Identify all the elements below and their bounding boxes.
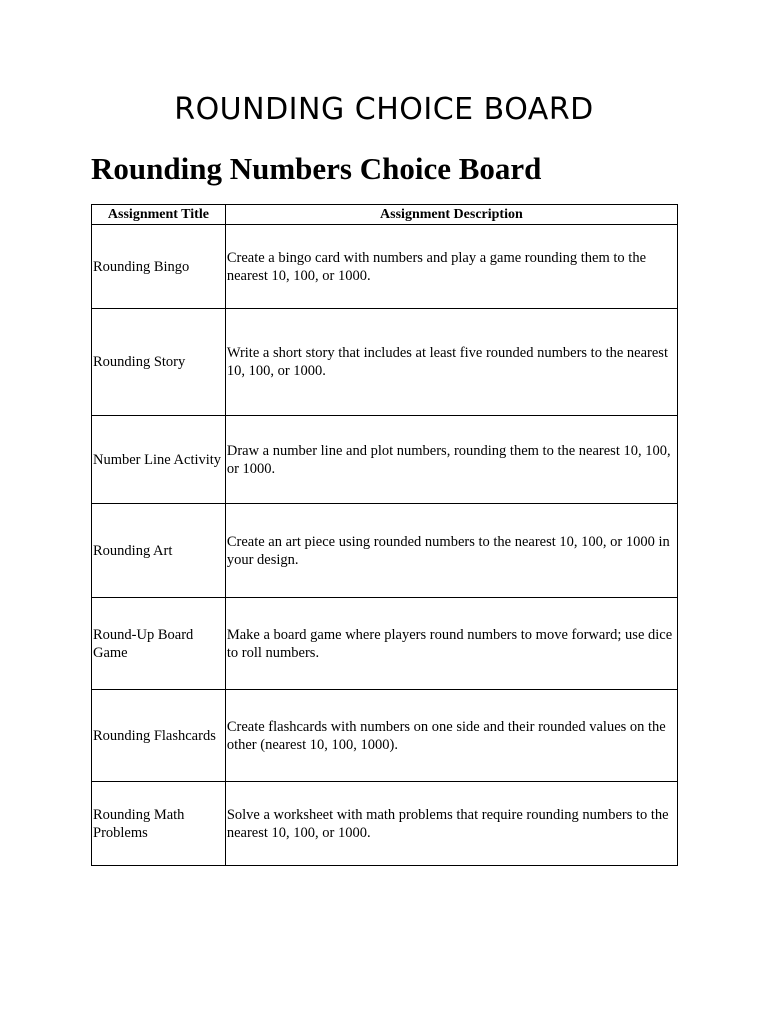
assignment-description-cell: Draw a number line and plot numbers, rounding them to the nearest 10, 100, or 1000. (225, 416, 677, 504)
assignment-description-cell: Create an art piece using rounded numbers to the nearest 10, 100, or 1000 in your design. (225, 504, 677, 598)
assignment-description-cell: Create flashcards with numbers on one side and their rounded values on the other (nearest 10, 100, 1000). (225, 690, 677, 782)
table-header-row (92, 205, 678, 225)
table-row (92, 690, 678, 782)
document-title: Rounding Numbers Choice Board (91, 151, 542, 186)
assignment-title-cell: Rounding Bingo (92, 225, 226, 309)
assignment-description-cell: Create a bingo card with numbers and play a game rounding them to the nearest 10, 100, or 1000. (225, 225, 677, 309)
assignment-description-cell: Solve a worksheet with math problems that require rounding numbers to the nearest 10, 100, or 1000. (225, 782, 677, 866)
assignment-title-cell: Rounding Story (92, 309, 226, 416)
table-row (92, 416, 678, 504)
table-row (92, 225, 678, 309)
choice-board-table (91, 204, 678, 866)
table-row (92, 782, 678, 866)
assignment-title-cell: Rounding Math Problems (92, 782, 226, 866)
assignment-description-cell: Make a board game where players round numbers to move forward; use dice to roll numbers. (225, 598, 677, 690)
assignment-title-cell: Rounding Flashcards (92, 690, 226, 782)
assignment-title-cell: Round-Up Board Game (92, 598, 226, 690)
page-header-title: ROUNDING CHOICE BOARD (174, 92, 594, 127)
column-header-description: Assignment Description (225, 205, 677, 225)
assignment-title-cell: Number Line Activity (92, 416, 226, 504)
assignment-title-cell: Rounding Art (92, 504, 226, 598)
column-header-title: Assignment Title (92, 205, 226, 225)
table-row (92, 309, 678, 416)
table-row (92, 504, 678, 598)
table-row (92, 598, 678, 690)
assignment-description-cell: Write a short story that includes at least five rounded numbers to the nearest 10, 100, or 1000. (225, 309, 677, 416)
